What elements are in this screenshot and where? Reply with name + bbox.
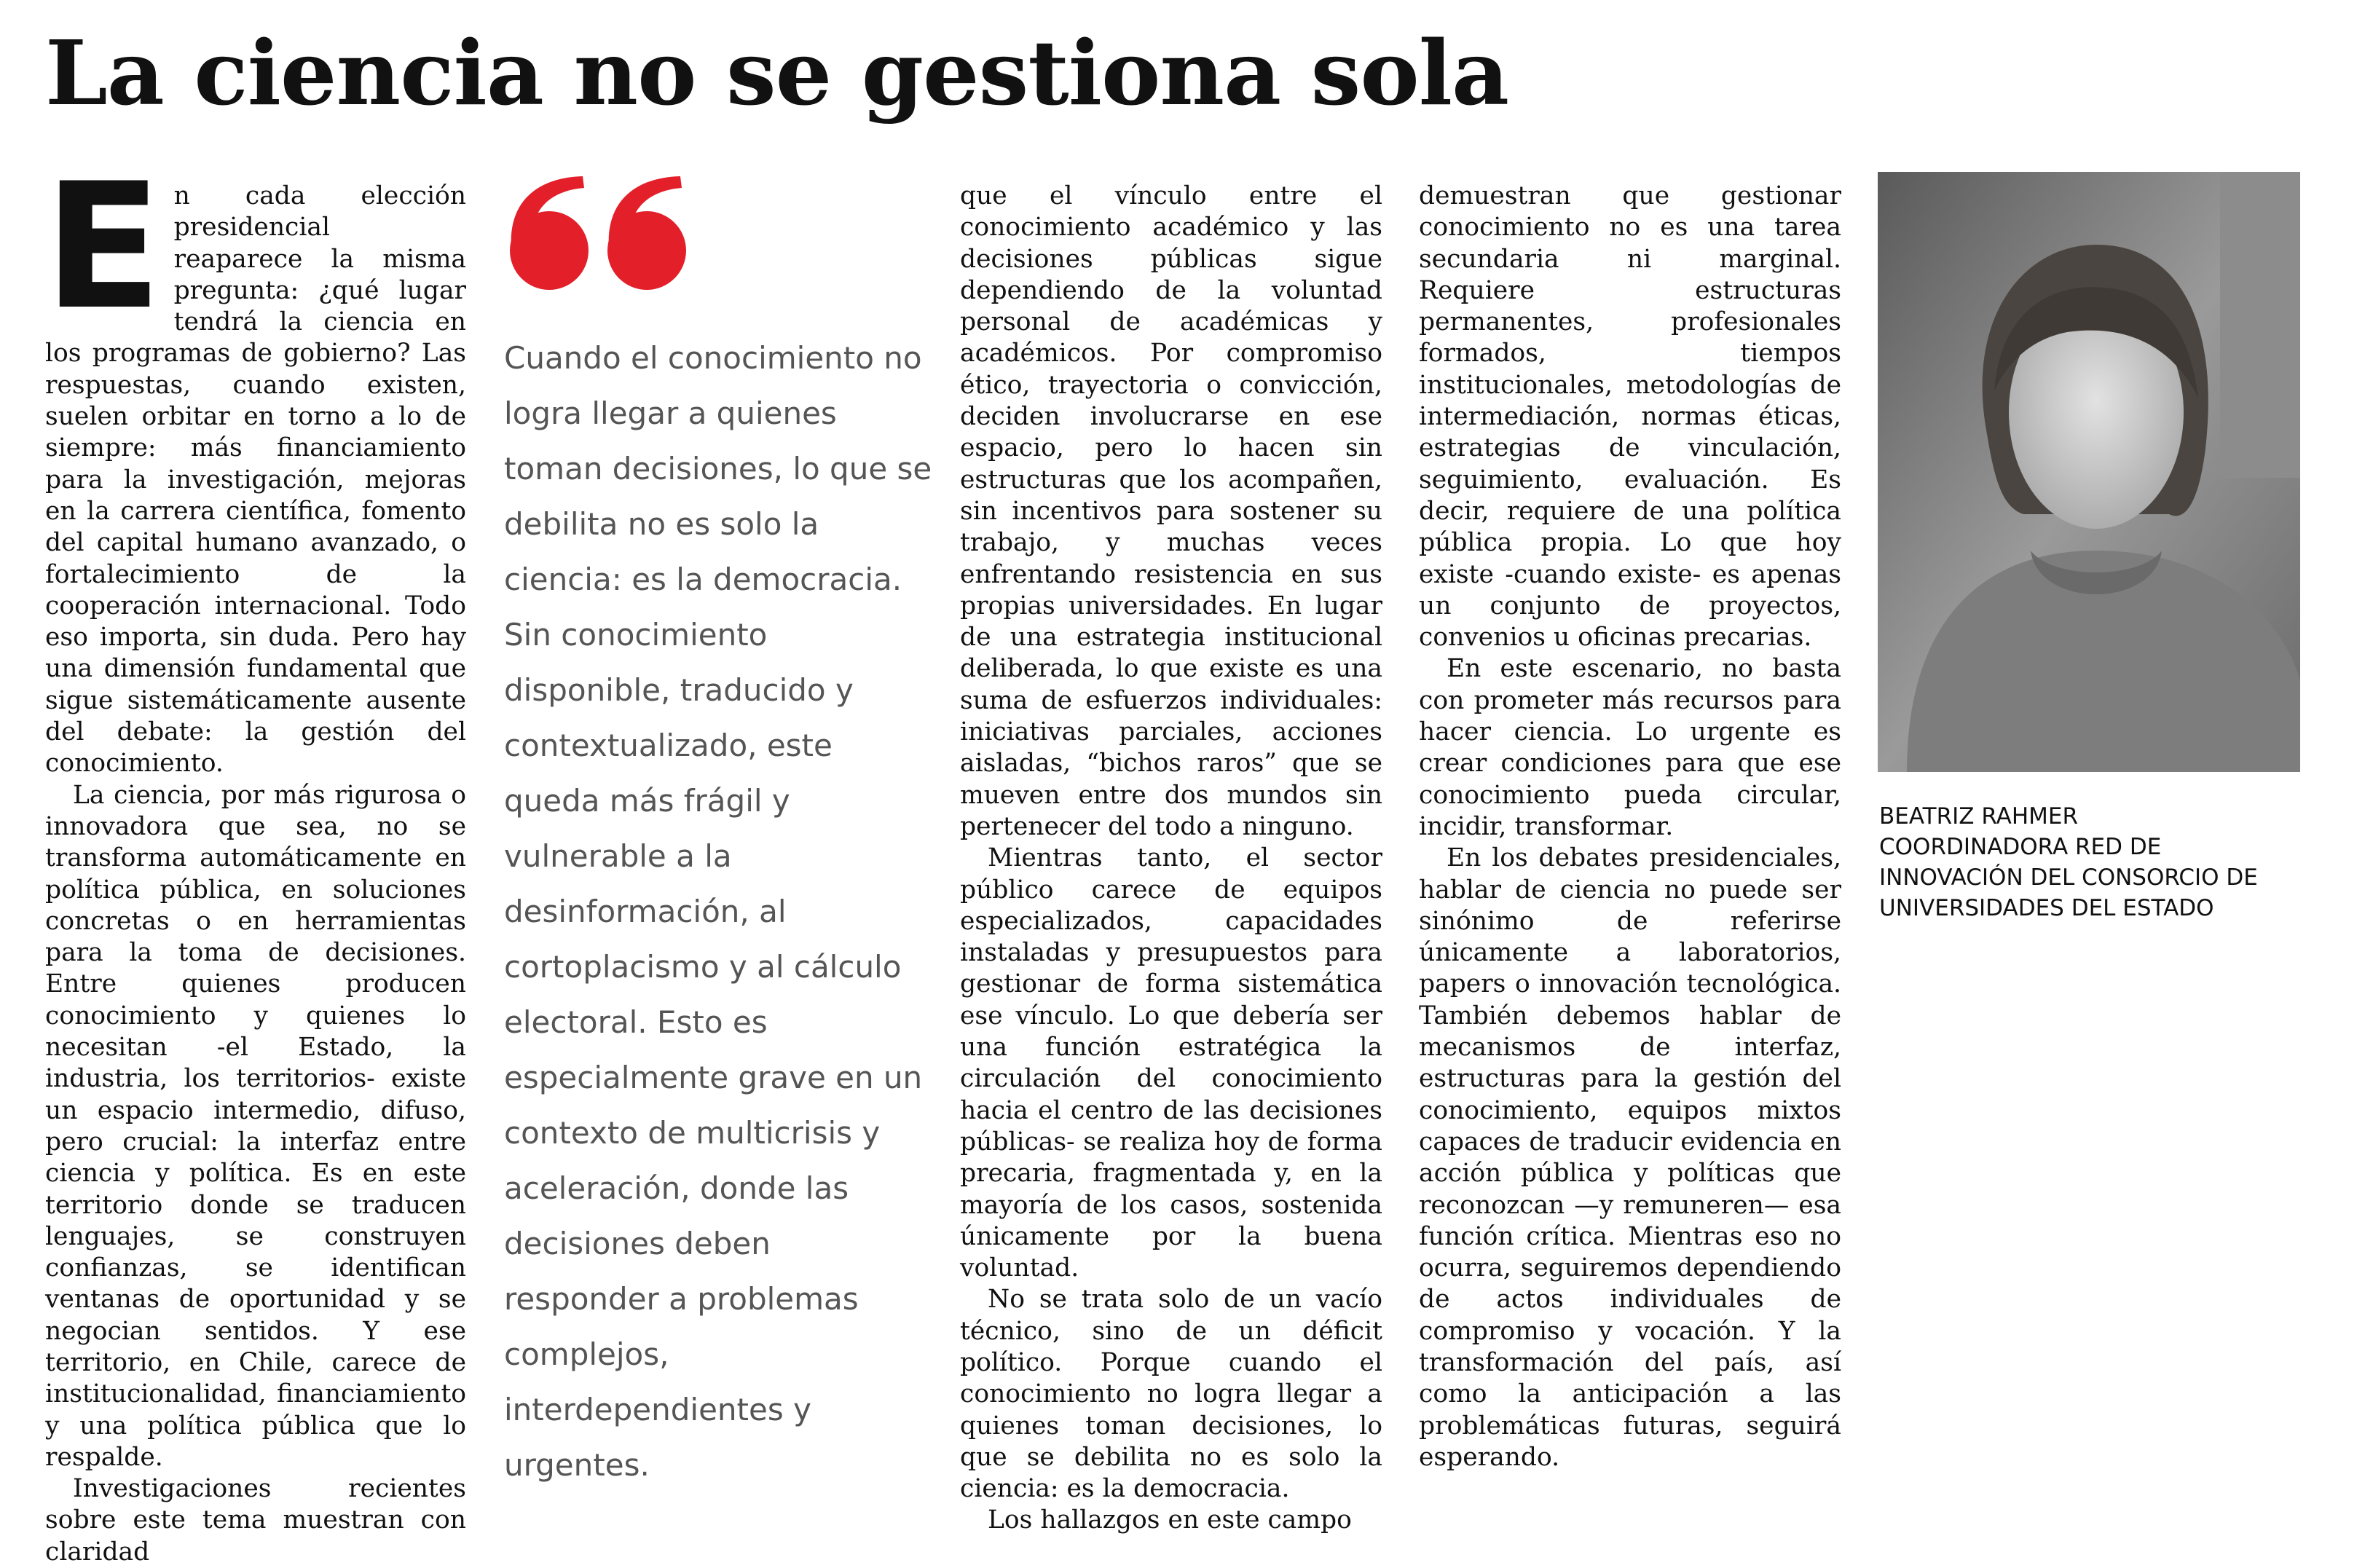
- paragraph: La ciencia, por más rigurosa o innovadora que sea, no se transforma automáticamente en política pública, en soluciones concretas o en herramientas para la toma de decisiones. Entre quienes producen conocimiento y quienes lo necesitan -el Estado, la industria, los territorios- existe un espacio intermedio, difuso, pero crucial: la interfaz entre ciencia y política. Es en este territorio donde se traducen lenguajes, se construyen confianzas, se identifican ventanas de oportunidad y se negocian sentidos. Y ese territorio, en Chile, carece de institucionalidad, financiamiento y una política pública que lo respalde.: [45, 780, 466, 1472]
- paragraph: Mientras tanto, el sector público carece de equipos especializados, capacidades instaladas y presupuestos para gestionar de forma sistemática ese vínculo. Lo que debería ser una función estratégica la circulación del conocimiento hacia el centro de las decisiones públicas- se realiza hoy de forma precaria, fragmentada y, en la mayoría de los casos, sostenida únicamente por la buena voluntad.: [960, 843, 1382, 1283]
- author-title-line: UNIVERSIDADES DEL ESTADO: [1879, 895, 2214, 921]
- paragraph: Los hallazgos en este campo: [988, 1505, 1352, 1535]
- quote-mark-icon: [504, 169, 701, 291]
- author-title-line: INNOVACIÓN DEL CONSORCIO DE: [1879, 864, 2258, 891]
- article-column-3: [960, 181, 1382, 1535]
- paragraph: que el vínculo entre el conocimiento académico y las decisiones públicas sigue dependiendo de la voluntad personal de académicas y académicos. Por compromiso ético, trayectoria o convicción, deciden involucrarse en ese espacio, pero lo hacen sin estructuras que los acompañen, sin incentivos para sostener su trabajo, y muchas veces enfrentando resistencia en sus propias universidades. En lugar de una estrategia institucional deliberada, lo que existe es una suma de esfuerzos individuales: iniciativas parciales, acciones aisladas, “bichos raros” que se mueven entre dos mundos sin pertenecer del todo a ninguno.: [960, 181, 1382, 841]
- article-column-1: [44, 146, 466, 1567]
- author-caption: [1879, 801, 2360, 923]
- author-photo: [1878, 172, 2300, 772]
- paragraph: Investigaciones recientes sobre este tema muestran con claridad: [45, 1474, 466, 1567]
- author-title-line: COORDINADORA RED DE: [1879, 834, 2162, 860]
- paragraph: demuestran que gestionar conocimiento no es una tarea secundaria ni marginal. Requiere estructuras permanentes, profesionales formados, tiempos institucionales, metodologías de intermediación, normas éticas, estrategias de vinculación, seguimiento, evaluación. Es decir, requiere de una política pública propia. Lo que hoy existe -cuando existe- es apenas un conjunto de proyectos, convenios u oficinas precarias.: [1419, 181, 1841, 653]
- paragraph: En los debates presidenciales, hablar de ciencia no puede ser sinónimo de referirse únicamente a laboratorios, papers o innovación tecnológica. También debemos hablar de mecanismos de interfaz, estructuras para la gestión del conocimiento, equipos mixtos capaces de traducir evidencia en acción pública y políticas que reconozcan —y remuneren— esa función crítica. Mientras eso no ocurra, seguiremos dependiendo de actos individuales de compromiso y vocación. Y la transformación del país, así como la anticipación a las problemáticas futuras, seguirá esperando.: [1419, 843, 1841, 1472]
- drop-cap: E: [44, 146, 162, 348]
- article-column-4: [1419, 181, 1841, 1472]
- paragraph: n cada elección presidencial reaparece la misma pregunta: ¿qué lugar tendrá la ciencia en los programas de gobierno? Las respuestas, cuando existen, suelen orbitar en torno a lo de siempre: más financiamiento para la investigación, mejoras en la carrera científica, fomento del capital humano avanzado, o fortalecimiento de la cooperación internacional. Todo eso importa, sin duda. Pero hay una dimensión fundamental que sigue sistemáticamente ausente del debate: la gestión del conocimiento.: [45, 181, 466, 779]
- paragraph: En este escenario, no basta con prometer más recursos para hacer ciencia. Lo urgente es crear condiciones para que ese conocimiento pueda circular, incidir, transformar.: [1419, 654, 1841, 841]
- author-name: BEATRIZ RAHMER: [1879, 803, 2079, 830]
- paragraph: No se trata solo de un vacío técnico, sino de un déficit político. Porque cuando el conocimiento no logra llegar a quienes toman decisiones, lo que se debilita no es solo la ciencia: es la democracia.: [960, 1285, 1382, 1504]
- pull-quote: Cuando el conocimiento no logra llegar a quienes toman decisiones, lo que se debilita no es solo la ciencia: es la democracia. Sin conocimiento disponible, traducido y contextualizado, este queda más frágil y vulnerable a la desinformación, al cortoplacismo y al cálculo electoral. Esto es especialmente grave en un contexto de multicrisis y aceleración, donde las decisiones deben responder a problemas complejos, interdependientes y urgentes.: [504, 340, 932, 1483]
- headline: La ciencia no se gestiona sola: [45, 20, 1509, 125]
